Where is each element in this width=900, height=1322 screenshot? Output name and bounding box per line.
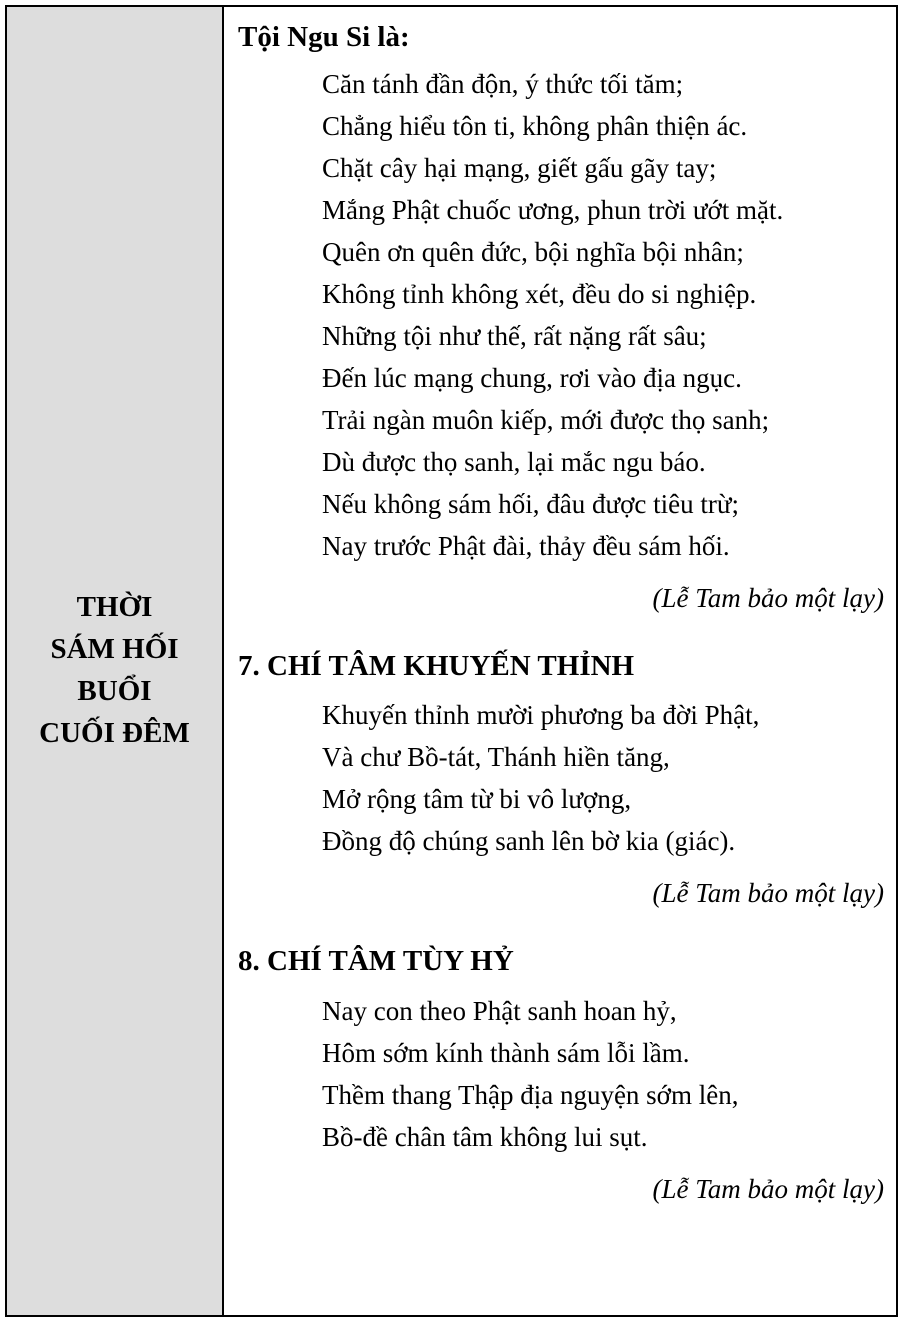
verse-line: Quên ơn quên đức, bội nghĩa bội nhân; (322, 237, 744, 267)
verse-line: Không tỉnh không xét, đều do si nghiệp. (322, 279, 757, 309)
verse-line: Nếu không sám hối, đâu được tiêu trừ; (322, 489, 739, 519)
sidebar-title-line: THỜI (76, 591, 153, 623)
verse-line: Mắng Phật chuốc ương, phun trời ướt mặt. (322, 195, 784, 225)
prostration-note: (Lễ Tam bảo một lạy) (652, 583, 884, 613)
verse-line: Bồ-đề chân tâm không lui sụt. (322, 1122, 648, 1152)
verse-line: Nay trước Phật đài, thảy đều sám hối. (322, 531, 730, 561)
prostration-note: (Lễ Tam bảo một lạy) (652, 878, 884, 908)
sidebar-title-line: BUỔI (77, 675, 152, 707)
verse-line: Trải ngàn muôn kiếp, mới được thọ sanh; (322, 405, 770, 435)
verse-line: Thềm thang Thập địa nguyện sớm lên, (322, 1080, 739, 1110)
verse-line: Những tội như thế, rất nặng rất sâu; (322, 321, 707, 351)
verse-line: Căn tánh đần độn, ý thức tối tăm; (322, 69, 684, 99)
section-heading: 8. CHÍ TÂM TÙY HỶ (238, 945, 514, 977)
section-heading: 7. CHÍ TÂM KHUYẾN THỈNH (238, 650, 635, 682)
verse-line: Khuyến thỉnh mười phương ba đời Phật, (322, 700, 760, 730)
section-heading: Tội Ngu Si là: (238, 21, 410, 53)
verse-line: Mở rộng tâm từ bi vô lượng, (322, 784, 632, 814)
prostration-note: (Lễ Tam bảo một lạy) (652, 1174, 884, 1204)
verse-line: Chặt cây hại mạng, giết gấu gãy tay; (322, 153, 717, 183)
sidebar-title-line: CUỐI ĐÊM (39, 717, 190, 749)
verse-line: Hôm sớm kính thành sám lỗi lầm. (322, 1038, 690, 1068)
verse-line: Dù được thọ sanh, lại mắc ngu báo. (322, 447, 706, 477)
main-content (224, 7, 896, 1315)
page-frame (5, 5, 898, 1317)
verse-line: Nay con theo Phật sanh hoan hỷ, (322, 996, 677, 1026)
sidebar-title-line: SÁM HỐI (50, 633, 179, 665)
verse-line: Chẳng hiểu tôn ti, không phân thiện ác. (322, 111, 748, 141)
sidebar (7, 7, 224, 1315)
verse-line: Đồng độ chúng sanh lên bờ kia (giác). (322, 826, 736, 856)
verse-line: Và chư Bồ-tát, Thánh hiền tăng, (322, 742, 670, 772)
sidebar-title (39, 586, 190, 754)
verse-line: Đến lúc mạng chung, rơi vào địa ngục. (322, 363, 742, 393)
